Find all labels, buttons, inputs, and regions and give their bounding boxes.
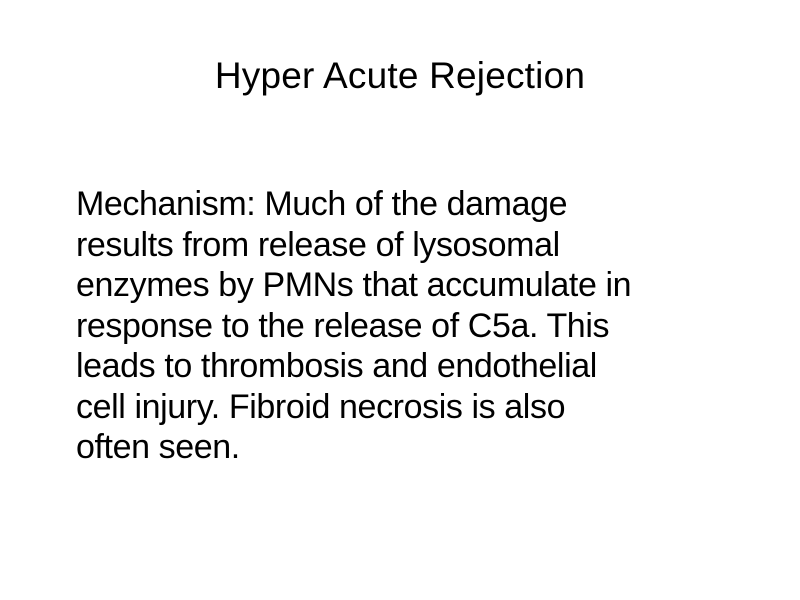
body-line: Mechanism: Much of the damage bbox=[76, 185, 568, 223]
body-line: results from release of lysosomal bbox=[76, 225, 560, 264]
body-line: response to the release of C5a. This bbox=[76, 306, 610, 345]
body-line: enzymes by PMNs that accumulate in bbox=[76, 266, 632, 304]
body-line: often seen. bbox=[76, 428, 240, 466]
slide-body bbox=[76, 184, 776, 468]
body-line: cell injury. Fibroid necrosis is also bbox=[76, 387, 566, 426]
slide-title: Hyper Acute Rejection bbox=[214, 55, 586, 96]
body-line: leads to thrombosis and endothelial bbox=[76, 347, 597, 385]
